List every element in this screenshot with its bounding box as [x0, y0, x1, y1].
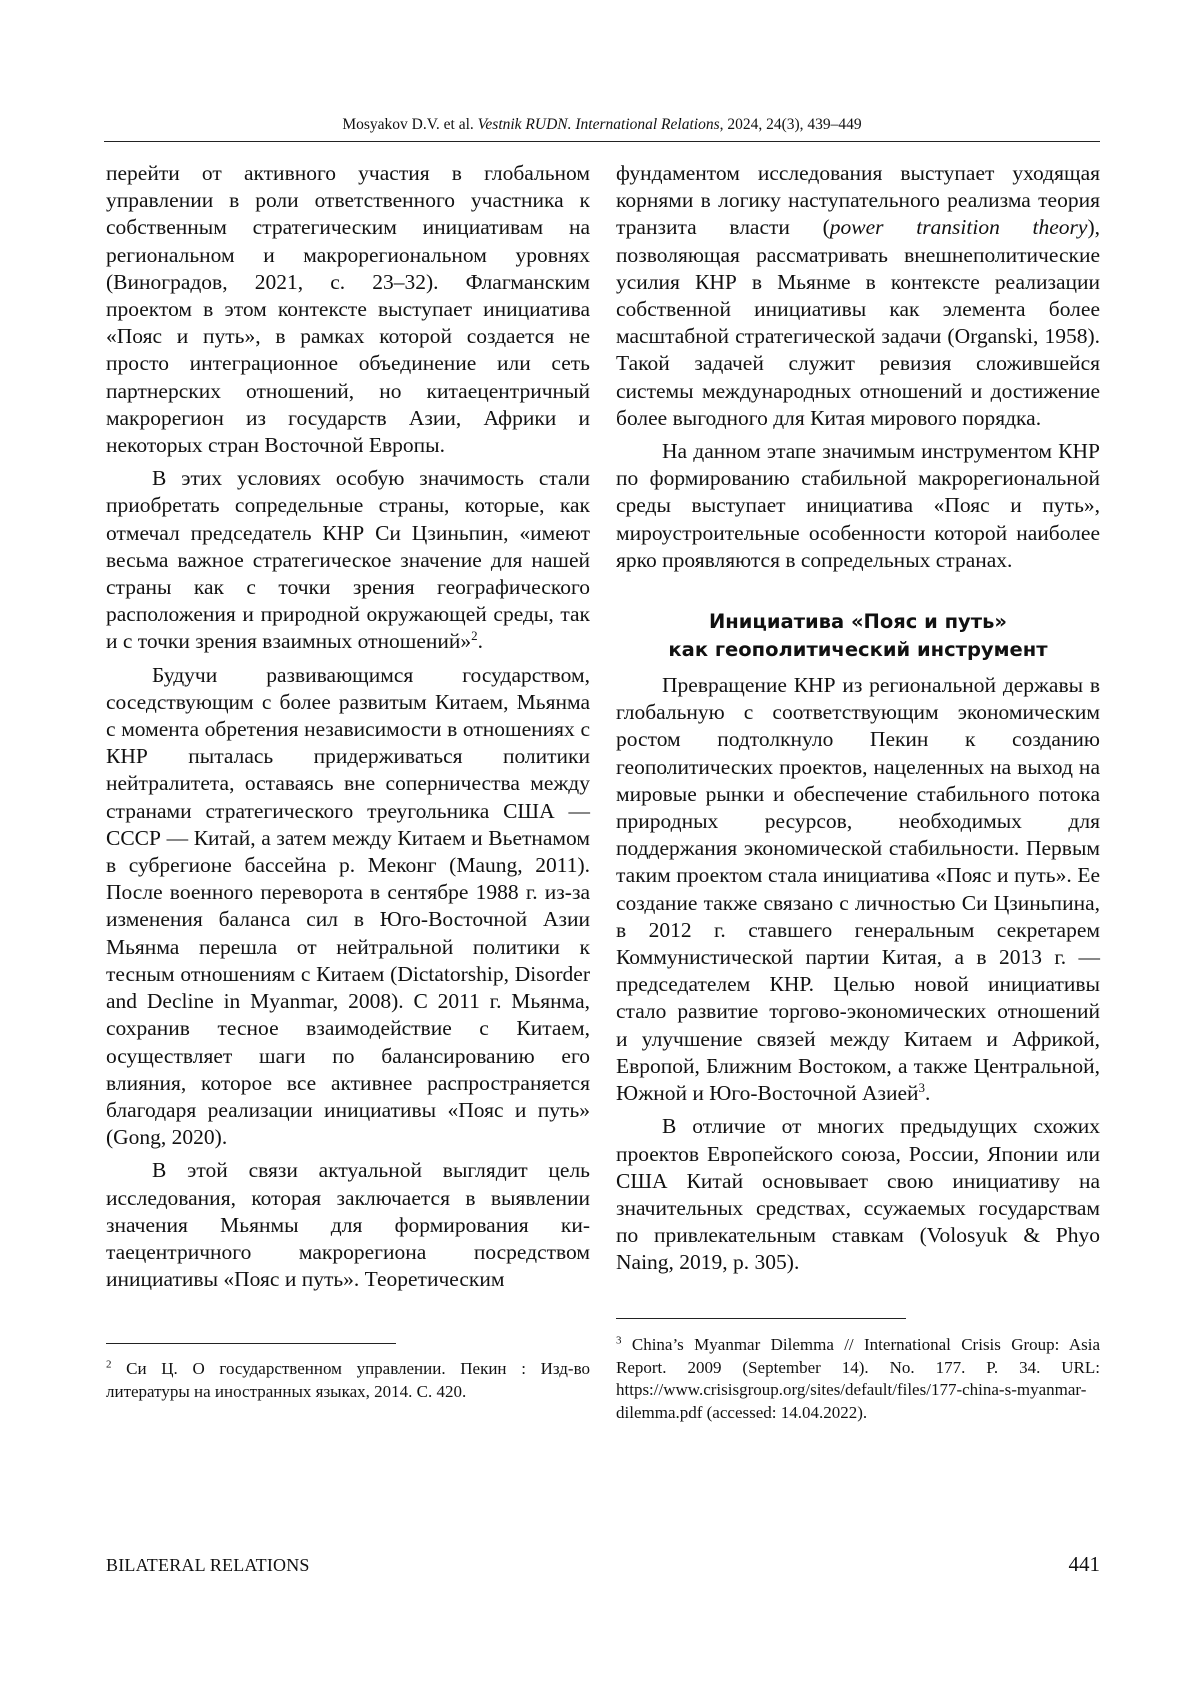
header-rule [104, 141, 1100, 142]
right-column [616, 160, 1100, 1277]
right-paragraph-2: На данном этапе значимым инструментом КНР по формированию стабильной макрорегиональной среды выступает инициатива «Пояс и путь», мироустроительные особенности которой наиболее ярко проявляются в сопредельных странах. [616, 439, 1100, 572]
footnote-3 [616, 1334, 1100, 1424]
right-paragraph-1-a: фундаментом исследования выступает уходящая корнями в логику наступательного реализма теория транзита власти ( [616, 161, 1100, 240]
footnote-ref-3[interactable]: 3 [918, 1079, 926, 1095]
header-authors: Mosyakov D.V. et al. [342, 116, 474, 133]
left-paragraph-2-end: . [477, 629, 484, 654]
footnote-rule-left [106, 1343, 396, 1344]
page-number: 441 [1068, 1552, 1100, 1576]
right-paragraph-3 [616, 672, 1100, 1107]
right-paragraph-4: В отличие от многих предыдущих схожих проектов Европейского союза, России, Японии или США Китай основывает свою инициативу на значительных средствах, ссужаемых государствам по привлекательным ставкам (Volosyuk & Phyo Naing, 2019, p. 305). [616, 1114, 1100, 1275]
right-paragraph-3-text: Превращение КНР из региональной державы в глобальную с соответствующим экономическим ростом подтолкнуло Пекин к созданию геополитических проектов, нацеленных на выход на мировые рынки и обеспечение стабильного потока природных ресурсов, необходимых для поддержания экономической стабильности. Первым таким проектом стала инициатива «Пояс и путь». Ее создание также связано с личностью Си Цзиньпина, в 2012 г. ставшего генеральным секретарем Коммунистической партии Китая, а в 2013 г. — председателем КНР. Целью новой инициативы стало развитие торгово-экономических отношений и улучшение связей между Китаем и Африкой, Европой, Ближним Востоком, а также Центральной, Южной и Юго-Восточной Азией [616, 673, 1100, 1106]
running-header [104, 116, 1100, 134]
left-column [106, 160, 590, 1293]
footnote-ref-2[interactable]: 2 [471, 628, 478, 644]
right-paragraph-1-b: ), позволяющая рассматривать внешнеполитические усилия КНР в Мьянме в контексте реализации собственной инициативы как элемента более масштабной стратегической задачи (Organski, 1958). Такой задачей служит ревизия сложившейся системы международных отношений и достижение более выгодного для Китая мирового порядка. [616, 215, 1100, 430]
header-journal: Vestnik RUDN. International Relations [477, 116, 720, 133]
section-heading [616, 608, 1100, 664]
footer-section-title: BILATERAL RELATIONS [106, 1555, 310, 1575]
right-paragraph-1 [616, 160, 1100, 432]
left-paragraph-2 [106, 465, 590, 655]
left-paragraph-3: Будучи развивающимся государством, соседствующим с более развитым Китаем, Мьянма с момента обретения независимости в отношениях с КНР пыталась придерживаться политики нейтралитета, оставаясь вне соперничества между странами стратегического треугольника США — СССР — Китай, а затем между Китаем и Вьетнамом в субрегионе бассейна р. Меконг (Maung, 2011). После военного переворота в сентябре 1988 г. из-за изменения баланса сил в Юго-Восточной Азии Мьянма перешла от нейтральной политики к тесным отношениям с Китаем (Dictatorship, Disorder and Decline in Myanmar, 2008). С 2011 г. Мьянма, сохранив тесное взаимодействие с Китаем, осуществляет шаги по балансированию его влияния, которое все активнее распространяется благодаря реализации инициативы «Пояс и путь» (Gong, 2020). [106, 662, 590, 1150]
footnote-2-number: 2 [106, 1358, 112, 1371]
left-paragraph-2-text: В этих условиях особую значимость стали приобретать сопредельные страны, которые, как отмечал председатель КНР Си Цзиньпин, «имеют весьма важное стратегическое значение для нашей страны как с точки зрения географического расположения и природной окружающей среды, так и с точки зрения взаимных отношений» [106, 466, 590, 654]
right-paragraph-1-italic: power transition theory [829, 215, 1088, 240]
header-citation: , 2024, 24(3), 439–449 [719, 116, 862, 133]
section-heading-line-1: Инициатива «Пояс и путь» [708, 610, 1008, 634]
footnote-3-number: 3 [616, 1334, 622, 1347]
left-paragraph-4: В этой связи актуальной выглядит цель исследования, которая заключается в выявлении значения Мьянмы для формирования китаецентричного макрорегиона посредством инициативы «Пояс и путь». Теоретическим [106, 1158, 590, 1292]
footnote-2 [106, 1358, 590, 1403]
footnote-2-text: Си Ц. О государственном управлении. Пекин : Изд-во литературы на иностранных языках, 2014. С. 420. [106, 1359, 590, 1401]
footnote-3-text: China’s Myanmar Dilemma // International Crisis Group: Asia Report. 2009 (September 14). No. 177. P. 34. URL: https://www.crisisgroup.org/sites/default/files/177-china-s-myanmar-dilemma.pdf (accessed: 14.04.2022). [616, 1335, 1100, 1422]
right-paragraph-3-end: . [925, 1081, 931, 1106]
left-paragraph-1: перейти от активного участия в глобальном управлении в роли ответственного участника к собственным стратегическим инициативам на региональном и макрорегиональном уровнях (Виноградов, 2021, с. 23–32). Флагманским проектом в этом контексте выступает инициатива «Пояс и путь», в рамках которой создается не просто интеграционное объединение или сеть партнерских отношений, но китаецентричный макрорегион из государств Азии, Африки и некоторых стран Восточной Европы. [106, 161, 590, 458]
section-heading-line-2: как геополитический инструмент [668, 638, 1048, 662]
footnote-rule-right [616, 1318, 906, 1319]
